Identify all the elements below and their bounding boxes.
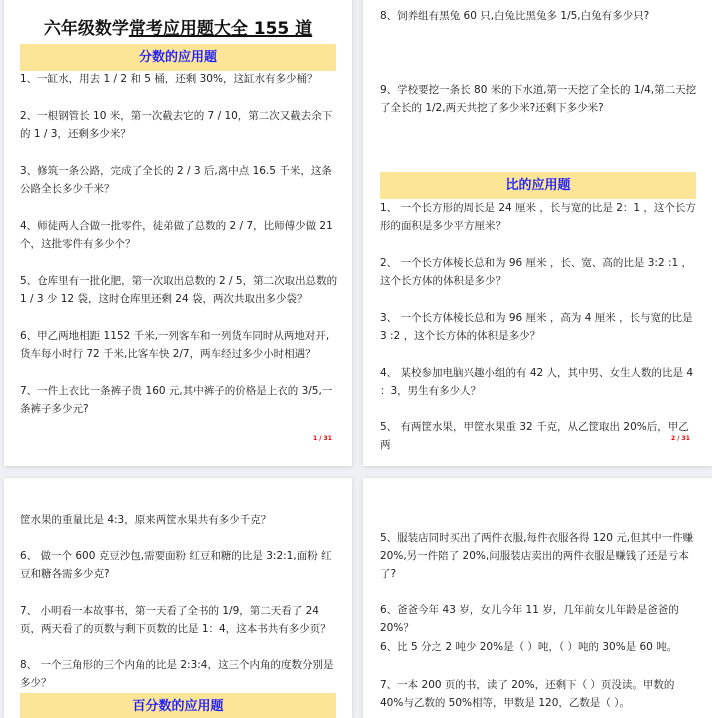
question-item: 5、仓库里有一批化肥，第一次取出总数的 2 / 5，第二次取出总数的 1 / 3 少 12 袋，这时仓库里还剩 24 袋，两次共取出多少袋？ [20, 275, 338, 305]
title-part-1: 六年级数学 [43, 19, 129, 39]
question-item: 6、 做一个 600 克豆沙包,需要面粉 红豆和糖的比是 3:2:1,面粉 红豆和糖各需多少克? [20, 550, 332, 580]
question-item: 9、学校要挖一条长 80 米的下水道,第一天挖了全长的 1/4,第二天挖了全长的 1/2,两天共挖了多少米?还剩下多少米? [380, 84, 697, 114]
section-header-percent: 百分数的应用题 [20, 693, 336, 718]
question-item: 4、师徒两人合做一批零件，徒弟做了总数的 2 / 7，比师傅少做 21 个，这批零件有多少个？ [20, 220, 333, 250]
document-page-1 [4, 0, 352, 466]
document-page-4 [363, 478, 712, 718]
question-item: 4、 某校参加电脑兴趣小组的有 42 人，其中男、女生人数的比是 4 ：3，男生有多少人？ [380, 367, 694, 397]
page-number: 1 / 31 [313, 435, 332, 442]
question-item: 6、甲乙两地相距 1152 千米,一列客车和一列货车同时从两地对开,货车每小时行 72 千米,比客车快 2/7，两车经过多少小时相遇？ [20, 330, 330, 360]
question-item: 7、一本 200 页的书，读了 20%，还剩下（ ）页没读。甲数的 40%与乙数的 50%相等，甲数是 120，乙数是（ ）。 [380, 679, 675, 709]
page-number: 2 / 31 [671, 435, 690, 442]
question-item: 8、饲养组有黑兔 60 只,白兔比黑兔多 1/5,白兔有多少只? [380, 10, 650, 22]
question-item: 2、 一个长方体棱长总和为 96 厘米 ，长、宽、高的比是 3:2 :1 ，这个长方体的体积是多少？ [380, 257, 693, 287]
section-header-ratio: 比的应用题 [380, 172, 696, 199]
question-item: 7、一件上衣比一条裤子贵 160 元,其中裤子的价格是上衣的 3/5,一条裤子多少元? [20, 385, 333, 415]
section-header-fraction: 分数的应用题 [20, 44, 336, 71]
question-item: 8、 一个三角形的三个内角的比是 2:3:4，这三个内角的度数分别是多少？ [20, 659, 334, 689]
question-item: 5、服装店同时买出了两件衣服,每件衣服各得 120 元,但其中一件赚 20%,另一件陪了 20%,问服装店卖出的两件衣服是赚钱了还是亏本了? [380, 532, 694, 580]
question-item: 6、比 5 分之 2 吨少 20%是（ ）吨，（ ）吨的 30%是 60 吨。 [380, 641, 678, 653]
question-item: 1、一缸水，用去 1 / 2 和 5 桶，还剩 30%，这缸水有多少桶？ [20, 73, 318, 85]
title-part-2: 常考应用题大全 155 道 [128, 19, 313, 39]
question-item: 筐水果的重量比是 4:3，原来两筐水果共有多少千克？ [20, 514, 272, 526]
question-item: 3、修筑一条公路，完成了全长的 2 / 3 后,离中点 16.5 千米，这条公路全长多少千米？ [20, 165, 332, 195]
question-item: 5、 有两筐水果，甲筐水果重 32 千克，从乙筐取出 20%后，甲乙两 [380, 421, 689, 451]
question-item: 2、一根钢管长 10 米，第一次截去它的 7 / 10，第二次又截去余下的 1 / 3，还剩多少米？ [20, 110, 333, 140]
document-title [4, 14, 352, 39]
question-item: 1、 一个长方形的周长是 24 厘米 ，长与宽的比是 2：1 ，这个长方形的面积是多少平方厘米？ [380, 202, 696, 232]
question-item: 3、 一个长方体棱长总和为 96 厘米 ，高为 4 厘米 ，长与宽的比是 3 :2 ，这个长方体的体积是多少？ [380, 312, 693, 342]
document-page-2 [363, 0, 712, 466]
question-item: 7、 小明看一本故事书，第一天看了全书的 1/9，第二天看了 24 页，两天看了的页数与剩下页数的比是 1：4，这本书共有多少页？ [20, 605, 331, 635]
question-item: 6、爸爸今年 43 岁，女儿今年 11 岁，几年前女儿年龄是爸爸的 20%？ [380, 604, 679, 634]
document-page-3 [4, 478, 352, 718]
